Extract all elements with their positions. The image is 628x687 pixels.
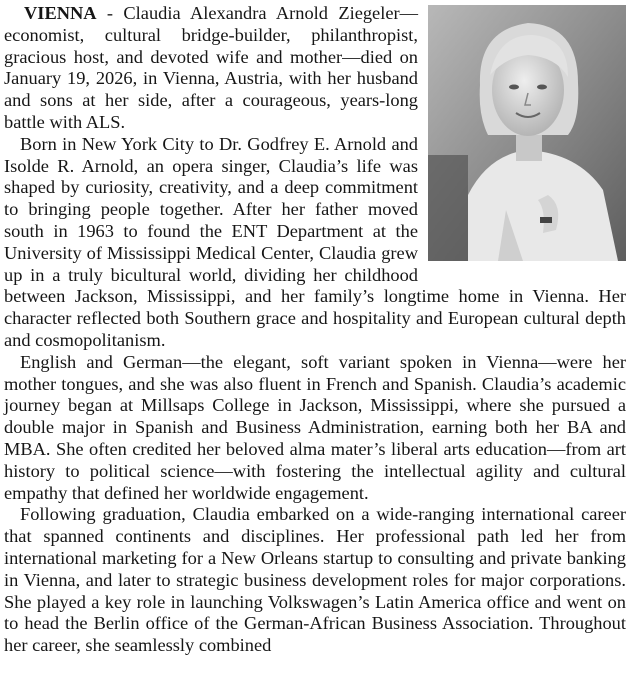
obituary-paragraph-2: Born in New York City to Dr. Godfrey E. Arnold and Isolde R. Arnold, an opera singer, Claudia’s life was shaped by curiosity, creativity, and a deep commitment to bringing people together. After her father moved south in 1963 to found the ENT Department at the University of Mississippi Medical Center, Claudia grew up in a truly bicultural world, dividing her childhood between Jackson, Mississippi, and her family’s longtime home in Vienna. Her character reflected both Southern grace and hospitality and European cultural depth and cosmopolitanism. xyxy=(4,133,626,350)
obituary-column xyxy=(4,3,626,657)
obituary-paragraph-1-text: - Claudia Alexandra Arnold Ziegeler—economist, cultural bridge-builder, philanthropist, gracious host, and devoted wife and mother—died on January 19, 2026, in Vienna, Austria, with her husband and sons at her side, after a courageous, years-long battle with ALS. xyxy=(4,3,418,132)
portrait-illustration xyxy=(428,5,626,261)
obituary-paragraph-3: English and German—the elegant, soft variant spoken in Vienna—were her mother tongues, and she was also fluent in French and Spanish. Claudia’s academic journey began at Millsaps College in Jackson, Mississippi, where she pursued a double major in Spanish and Business Administration, earning both her BA and MBA. She often credited her beloved alma mater’s liberal arts education—from art history to political science—with fostering the intellectual agility and cultural empathy that defined her worldwide engagement. xyxy=(4,351,626,503)
dateline: VIENNA xyxy=(24,3,97,23)
obituary-paragraph-4: Following graduation, Claudia embarked on a wide-ranging international career that spanned continents and disciplines. Her professional path led her from international marketing for a New Orleans startup to consulting and private banking in Vienna, and later to strategic business development roles for major corporations. She played a key role in launching Volkswagen’s Latin America office and went on to head the Berlin office of the German-African Business Association. Throughout her career, she seamlessly combined xyxy=(4,504,626,656)
portrait-photo xyxy=(428,5,626,261)
